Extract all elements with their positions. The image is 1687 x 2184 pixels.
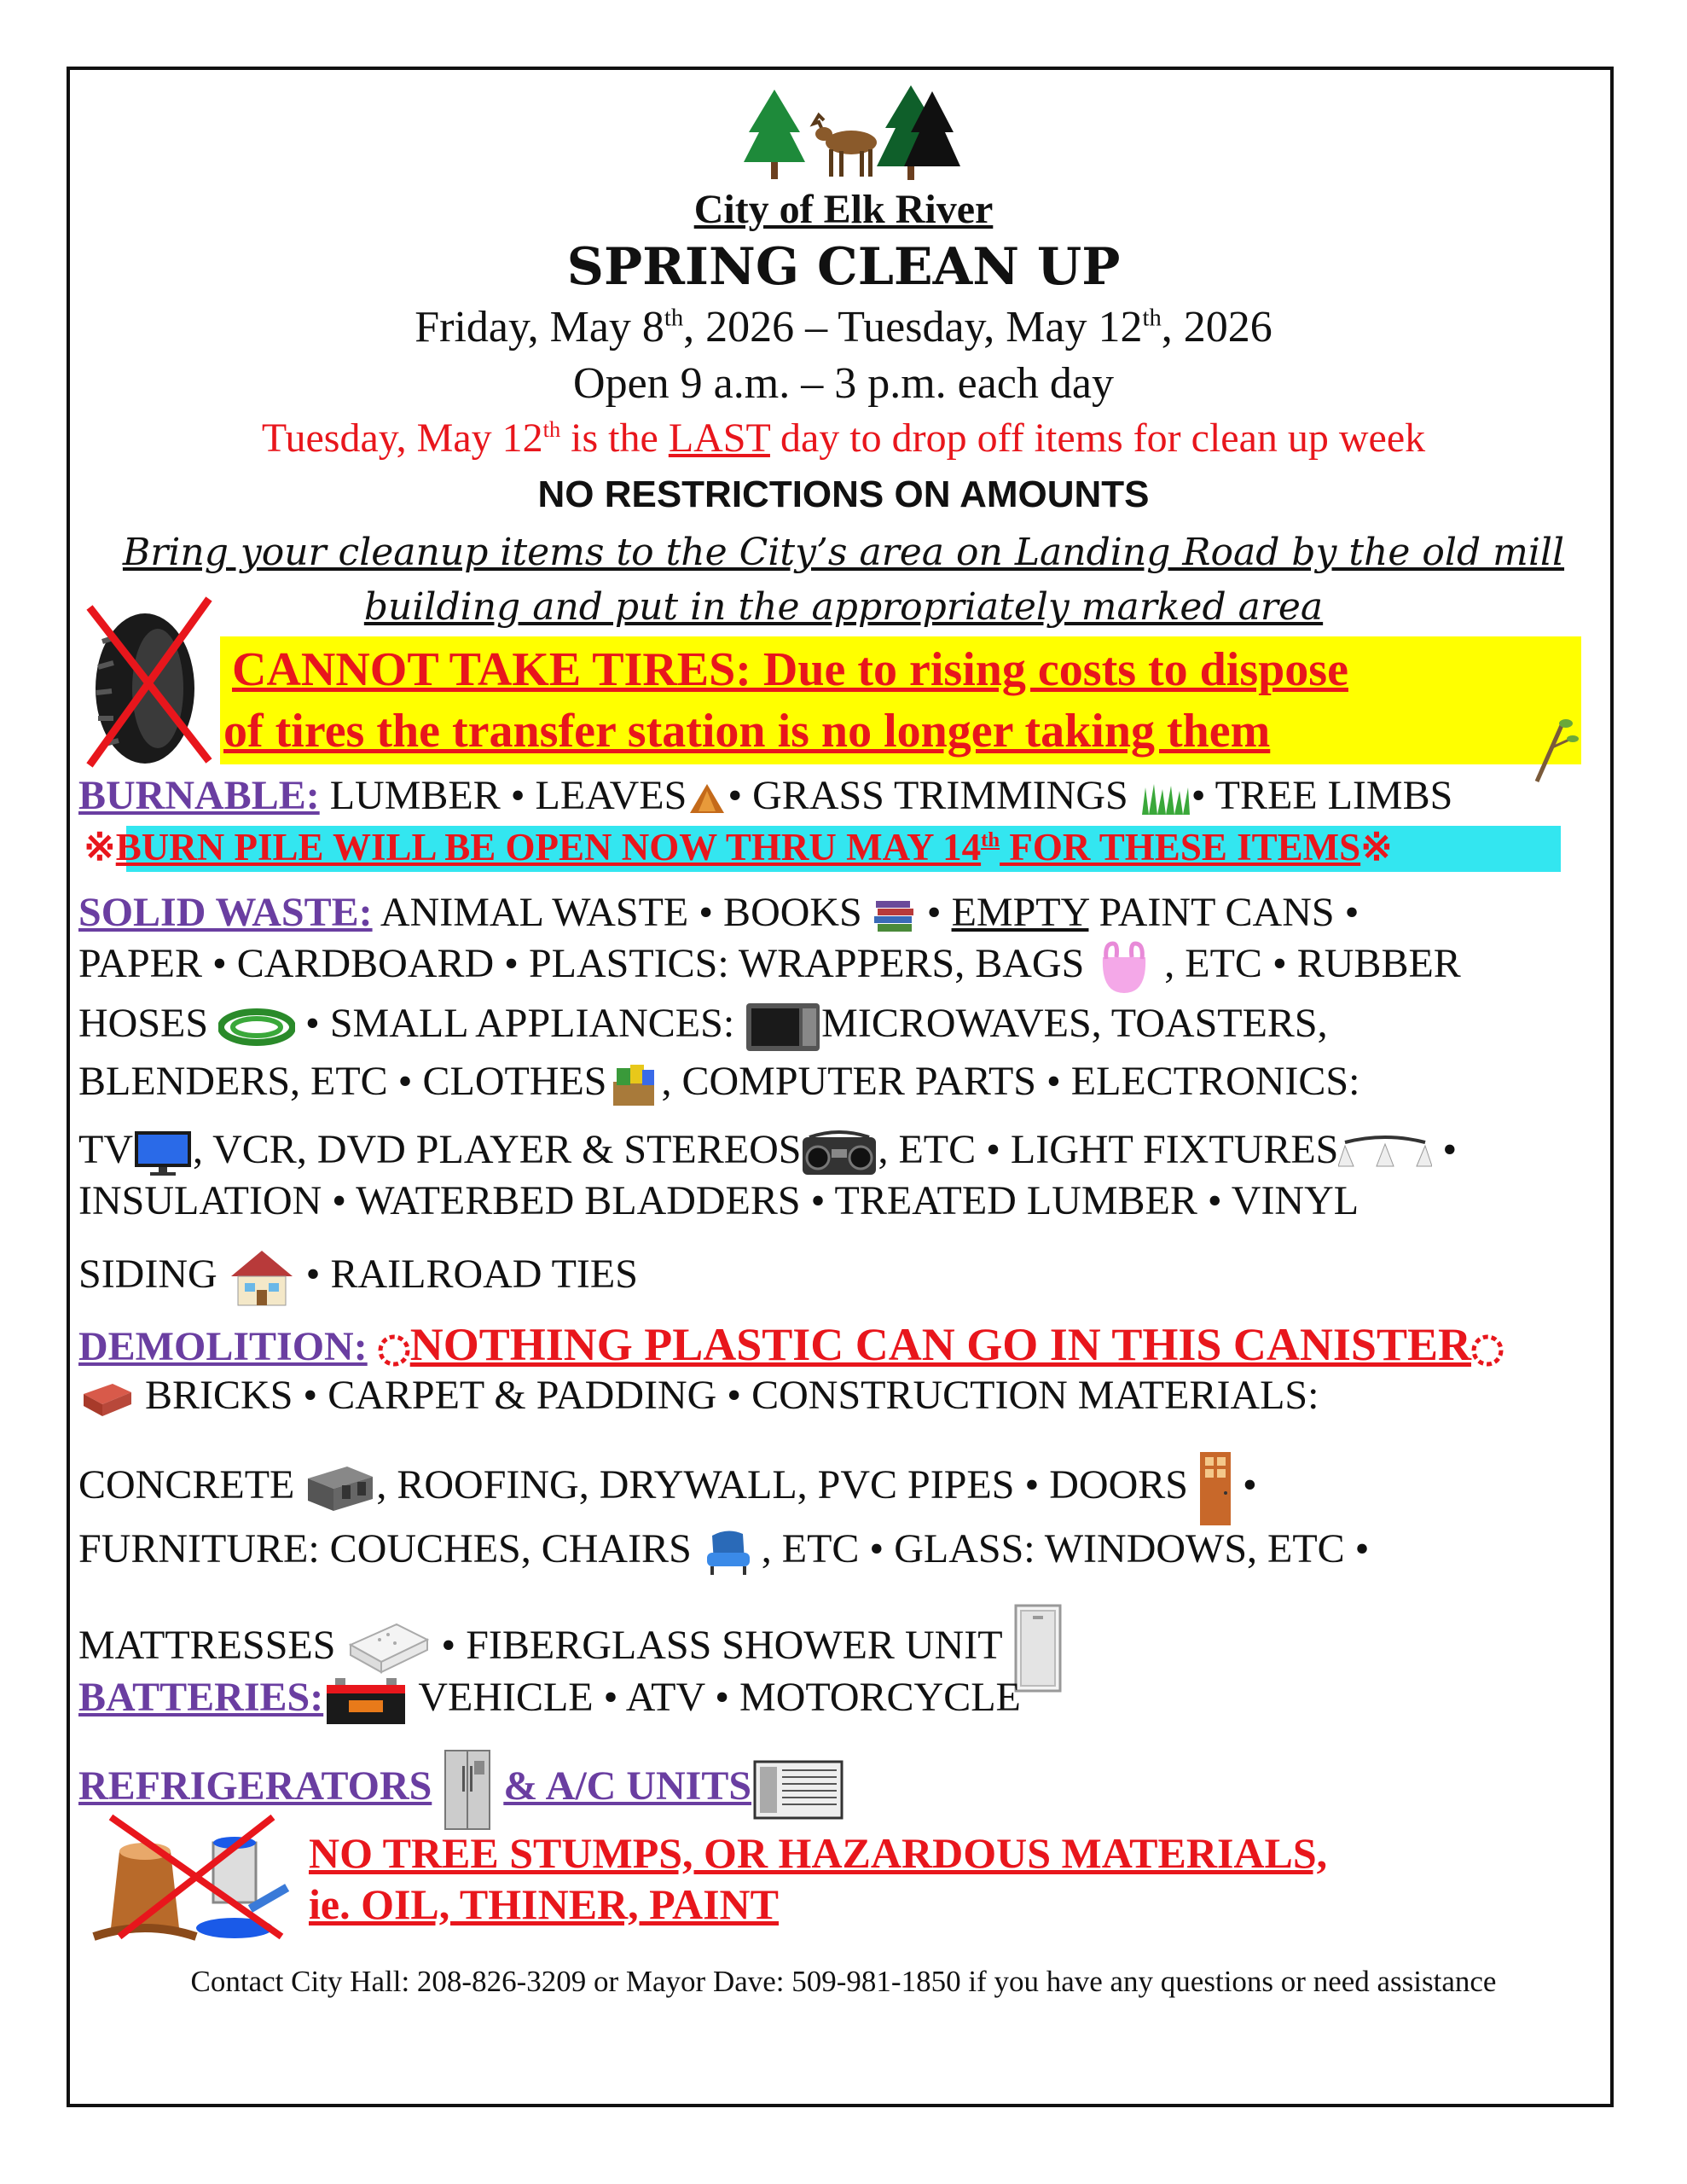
plastic-bag-icon [1094,940,1154,995]
solid-waste-line-3: HOSES • SMALL APPLIANCES: MICROWAVES, TOASTERS, [78,998,1328,1054]
burnable-label: BURNABLE: [78,773,320,818]
armchair-icon [702,1527,762,1578]
solid-waste-line-1: SOLID WASTE: ANIMAL WASTE • BOOKS • EMPTY PAINT CANS • [78,890,1359,935]
light-fixture-icon [1338,1132,1432,1175]
mattress-icon [345,1619,431,1679]
tire-crossed-icon [81,590,217,770]
dropoff-instructions-2: building and put in the appropriately marked area [363,585,1324,629]
last-day-notice: Tuesday, May 12th is the LAST day to drop off items for clean up week [261,415,1426,461]
ac-unit-icon [751,1758,845,1821]
stereo-icon [801,1130,878,1176]
no-restrictions-heading: NO RESTRICTIONS ON AMOUNTS [537,473,1150,515]
stump-paint-crossed-icon [85,1809,299,1945]
pine-trees-elk-logo [740,81,971,188]
refrigerator-icon [442,1749,493,1831]
refrigerators-label: REFRIGERATORS [78,1763,432,1809]
tires-warning-line-2: of tires the transfer station is no longer taking them [223,705,1271,758]
dropoff-instructions-1: Bring your cleanup items to the City’s area on Landing Road by the old mill [122,531,1565,574]
car-battery-icon [323,1675,409,1728]
cinder-block-icon [304,1463,376,1514]
clothes-icon [606,1061,661,1109]
solid-waste-line-2: PAPER • CARDBOARD • PLASTICS: WRAPPERS, BAGS , ETC • RUBBER [78,938,1461,995]
tires-warning-line-1: CANNOT TAKE TIRES: Due to rising costs to dispose [232,643,1348,696]
plastic-warning-icon [378,1334,410,1367]
demolition-line-4: MATTRESSES • FIBERGLASS SHOWER UNIT [78,1604,1064,1694]
plastic-warning-icon [1471,1334,1504,1367]
city-name: City of Elk River [693,187,994,232]
event-dates: Friday, May 8th, 2026 – Tuesday, May 12th, 2026 [415,303,1272,351]
contact-info: Contact City Hall: 208-826-3209 or Mayor Dave: 509-981-1850 if you have any questions or need assistance [190,1965,1497,1998]
solid-waste-line-4: BLENDERS, ETC • CLOTHES , COMPUTER PARTS • ELECTRONICS: [78,1056,1359,1109]
demolition-plastic-warning: NOTHING PLASTIC CAN GO IN THIS CANISTER [409,1319,1471,1370]
door-icon [1198,1450,1232,1527]
ac-units-label: & A/C UNITS [503,1763,752,1809]
solid-waste-label: SOLID WASTE: [78,890,373,935]
demolition-line [78,1319,1504,1373]
batteries-line: BATTERIES: VEHICLE • ATV • MOTORCYCLE [78,1672,1021,1728]
open-hours: Open 9 a.m. – 3 p.m. each day [573,359,1114,408]
hazard-warning-line-2: ie. OIL, THINER, PAINT [309,1880,780,1928]
page-title: SPRING CLEAN UP [566,237,1121,297]
tv-icon [133,1130,193,1177]
hose-icon [218,1008,295,1046]
burn-pile-notice: ※BURN PILE WILL BE OPEN NOW THRU MAY 14th FOR THESE ITEMS※ [84,826,1393,868]
demolition-line-1: BRICKS • CARPET & PADDING • CONSTRUCTION MATERIALS: [78,1370,1319,1421]
solid-waste-line-5: TV , VCR, DVD PLAYER & STEREOS , ETC • LIGHT FIXTURES • [78,1124,1457,1177]
brick-icon [78,1380,135,1418]
solid-waste-line-7: SIDING • RAILROAD TIES [78,1249,638,1307]
microwave-icon [745,1000,821,1054]
burnable-line: BURNABLE: LUMBER • LEAVES • GRASS TRIMMINGS • TREE LIMBS [78,773,1453,818]
solid-waste-line-6: INSULATION • WATERBED BLADDERS • TREATED LUMBER • VINYL [78,1178,1359,1223]
books-icon [872,897,917,935]
batteries-label: BATTERIES: [78,1675,324,1720]
house-icon [228,1249,296,1307]
demolition-line-2: CONCRETE , ROOFING, DRYWALL, PVC PIPES • DOORS • [78,1450,1257,1527]
hazard-warning-line-1: NO TREE STUMPS, OR HAZARDOUS MATERIALS, [309,1829,1328,1877]
demolition-label: DEMOLITION: [78,1324,368,1369]
branch-icon [1528,715,1580,783]
leaves-icon [687,782,728,816]
grass-icon [1139,782,1191,816]
demolition-line-3: FURNITURE: COUCHES, CHAIRS , ETC • GLASS: WINDOWS, ETC • [78,1524,1369,1578]
